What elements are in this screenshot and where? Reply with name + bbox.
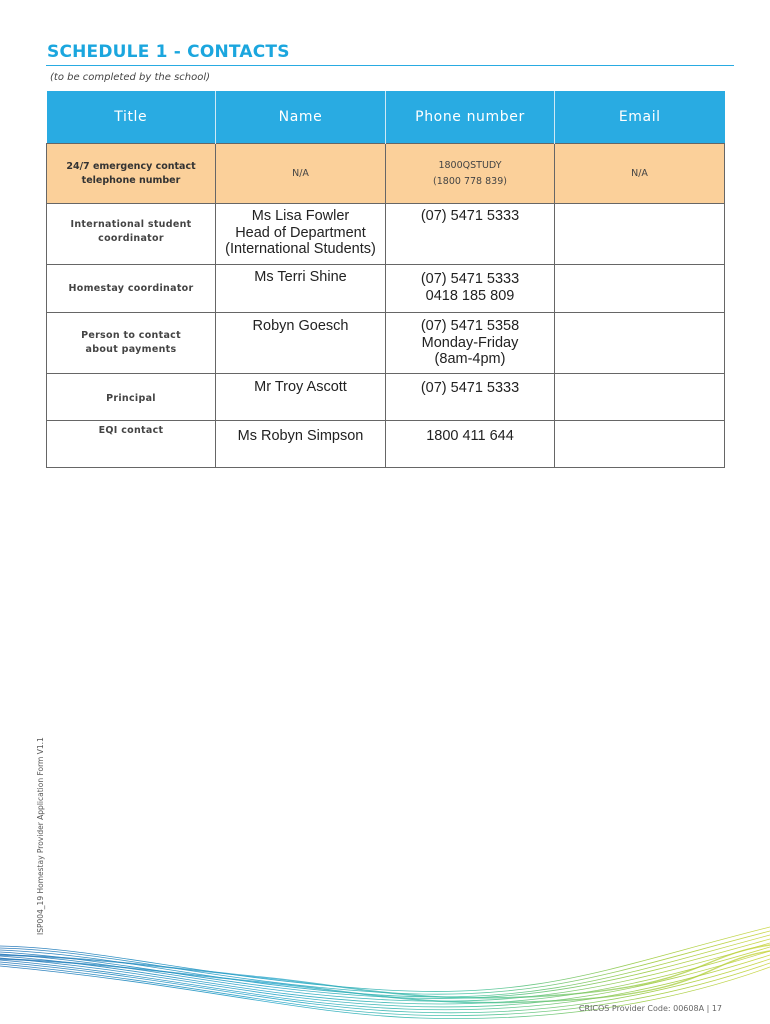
row-title-cell xyxy=(47,313,216,374)
name-line: Ms Lisa Fowler xyxy=(251,208,350,224)
row-phone-cell xyxy=(386,374,555,421)
name-line: Mr Troy Ascott xyxy=(254,379,347,395)
phone-line: Monday-Friday xyxy=(421,334,519,351)
row-title: Principal xyxy=(106,393,156,404)
phone-line: (07) 5471 5358 xyxy=(420,318,520,334)
table-row xyxy=(47,374,725,421)
row-email-cell xyxy=(555,374,725,421)
row-name-cell xyxy=(216,265,386,313)
table-row xyxy=(47,265,725,313)
phone-line: (8am-4pm) xyxy=(434,351,506,367)
row-name-cell xyxy=(216,313,386,374)
row-email-cell xyxy=(555,313,725,374)
row-title: Homestay coordinator xyxy=(68,282,194,294)
name-line: Ms Terri Shine xyxy=(254,269,347,285)
row-title-cell xyxy=(47,421,216,468)
phone-line: 0418 185 809 xyxy=(425,287,515,304)
header-email: Email xyxy=(555,91,725,144)
row-email-cell xyxy=(555,421,725,468)
schedule-heading: SCHEDULE 1 - CONTACTS xyxy=(47,42,290,62)
row-email-cell xyxy=(555,265,725,313)
row-name-cell xyxy=(216,204,386,265)
header-phone: Phone number xyxy=(386,91,555,144)
row-phone-cell xyxy=(386,421,555,468)
table-row xyxy=(47,204,725,265)
name-line: Robyn Goesch xyxy=(252,318,349,334)
heading-rule xyxy=(46,65,734,66)
phone-line: 1800 411 644 xyxy=(426,428,514,444)
emergency-row xyxy=(47,144,725,204)
contacts-table xyxy=(46,91,725,468)
emergency-name: N/A xyxy=(216,144,386,204)
row-email-cell xyxy=(555,204,725,265)
emergency-phone-line1: 1800QSTUDY xyxy=(438,159,502,171)
emergency-title-text: 24/7 emergency contact telephone number xyxy=(66,160,196,186)
phone-line: (07) 5471 5333 xyxy=(420,380,520,396)
header-title: Title xyxy=(47,91,216,144)
row-title: International student coordinator xyxy=(70,219,192,244)
row-phone-cell xyxy=(386,265,555,313)
header-name: Name xyxy=(216,91,386,144)
header-row xyxy=(47,91,725,144)
row-phone-cell xyxy=(386,313,555,374)
row-title-cell xyxy=(47,204,216,265)
row-title: Person to contact about payments xyxy=(81,330,181,355)
row-name-cell xyxy=(216,374,386,421)
phone-line: (07) 5471 5333 xyxy=(420,208,520,224)
form-id-side-text: ISP004_19 Homestay Provider Application Form V1.1 xyxy=(36,737,45,935)
row-title-cell xyxy=(47,374,216,421)
row-title: EQI contact xyxy=(98,425,164,436)
phone-line: (07) 5471 5333 xyxy=(420,271,520,287)
row-title-cell xyxy=(47,265,216,313)
emergency-phone xyxy=(386,144,555,204)
name-line: (International Students) xyxy=(225,241,376,257)
table-row xyxy=(47,313,725,374)
emergency-title xyxy=(47,144,216,204)
row-name-cell xyxy=(216,421,386,468)
emergency-phone-line2: (1800 778 839) xyxy=(433,175,507,187)
name-line: Ms Robyn Simpson xyxy=(237,428,364,444)
table-row xyxy=(47,421,725,468)
completion-note: (to be completed by the school) xyxy=(50,72,211,83)
name-line: Head of Department xyxy=(235,224,366,241)
emergency-email: N/A xyxy=(555,144,725,204)
row-phone-cell xyxy=(386,204,555,265)
footer-text: CRICOS Provider Code: 00608A | 17 xyxy=(578,1004,722,1013)
